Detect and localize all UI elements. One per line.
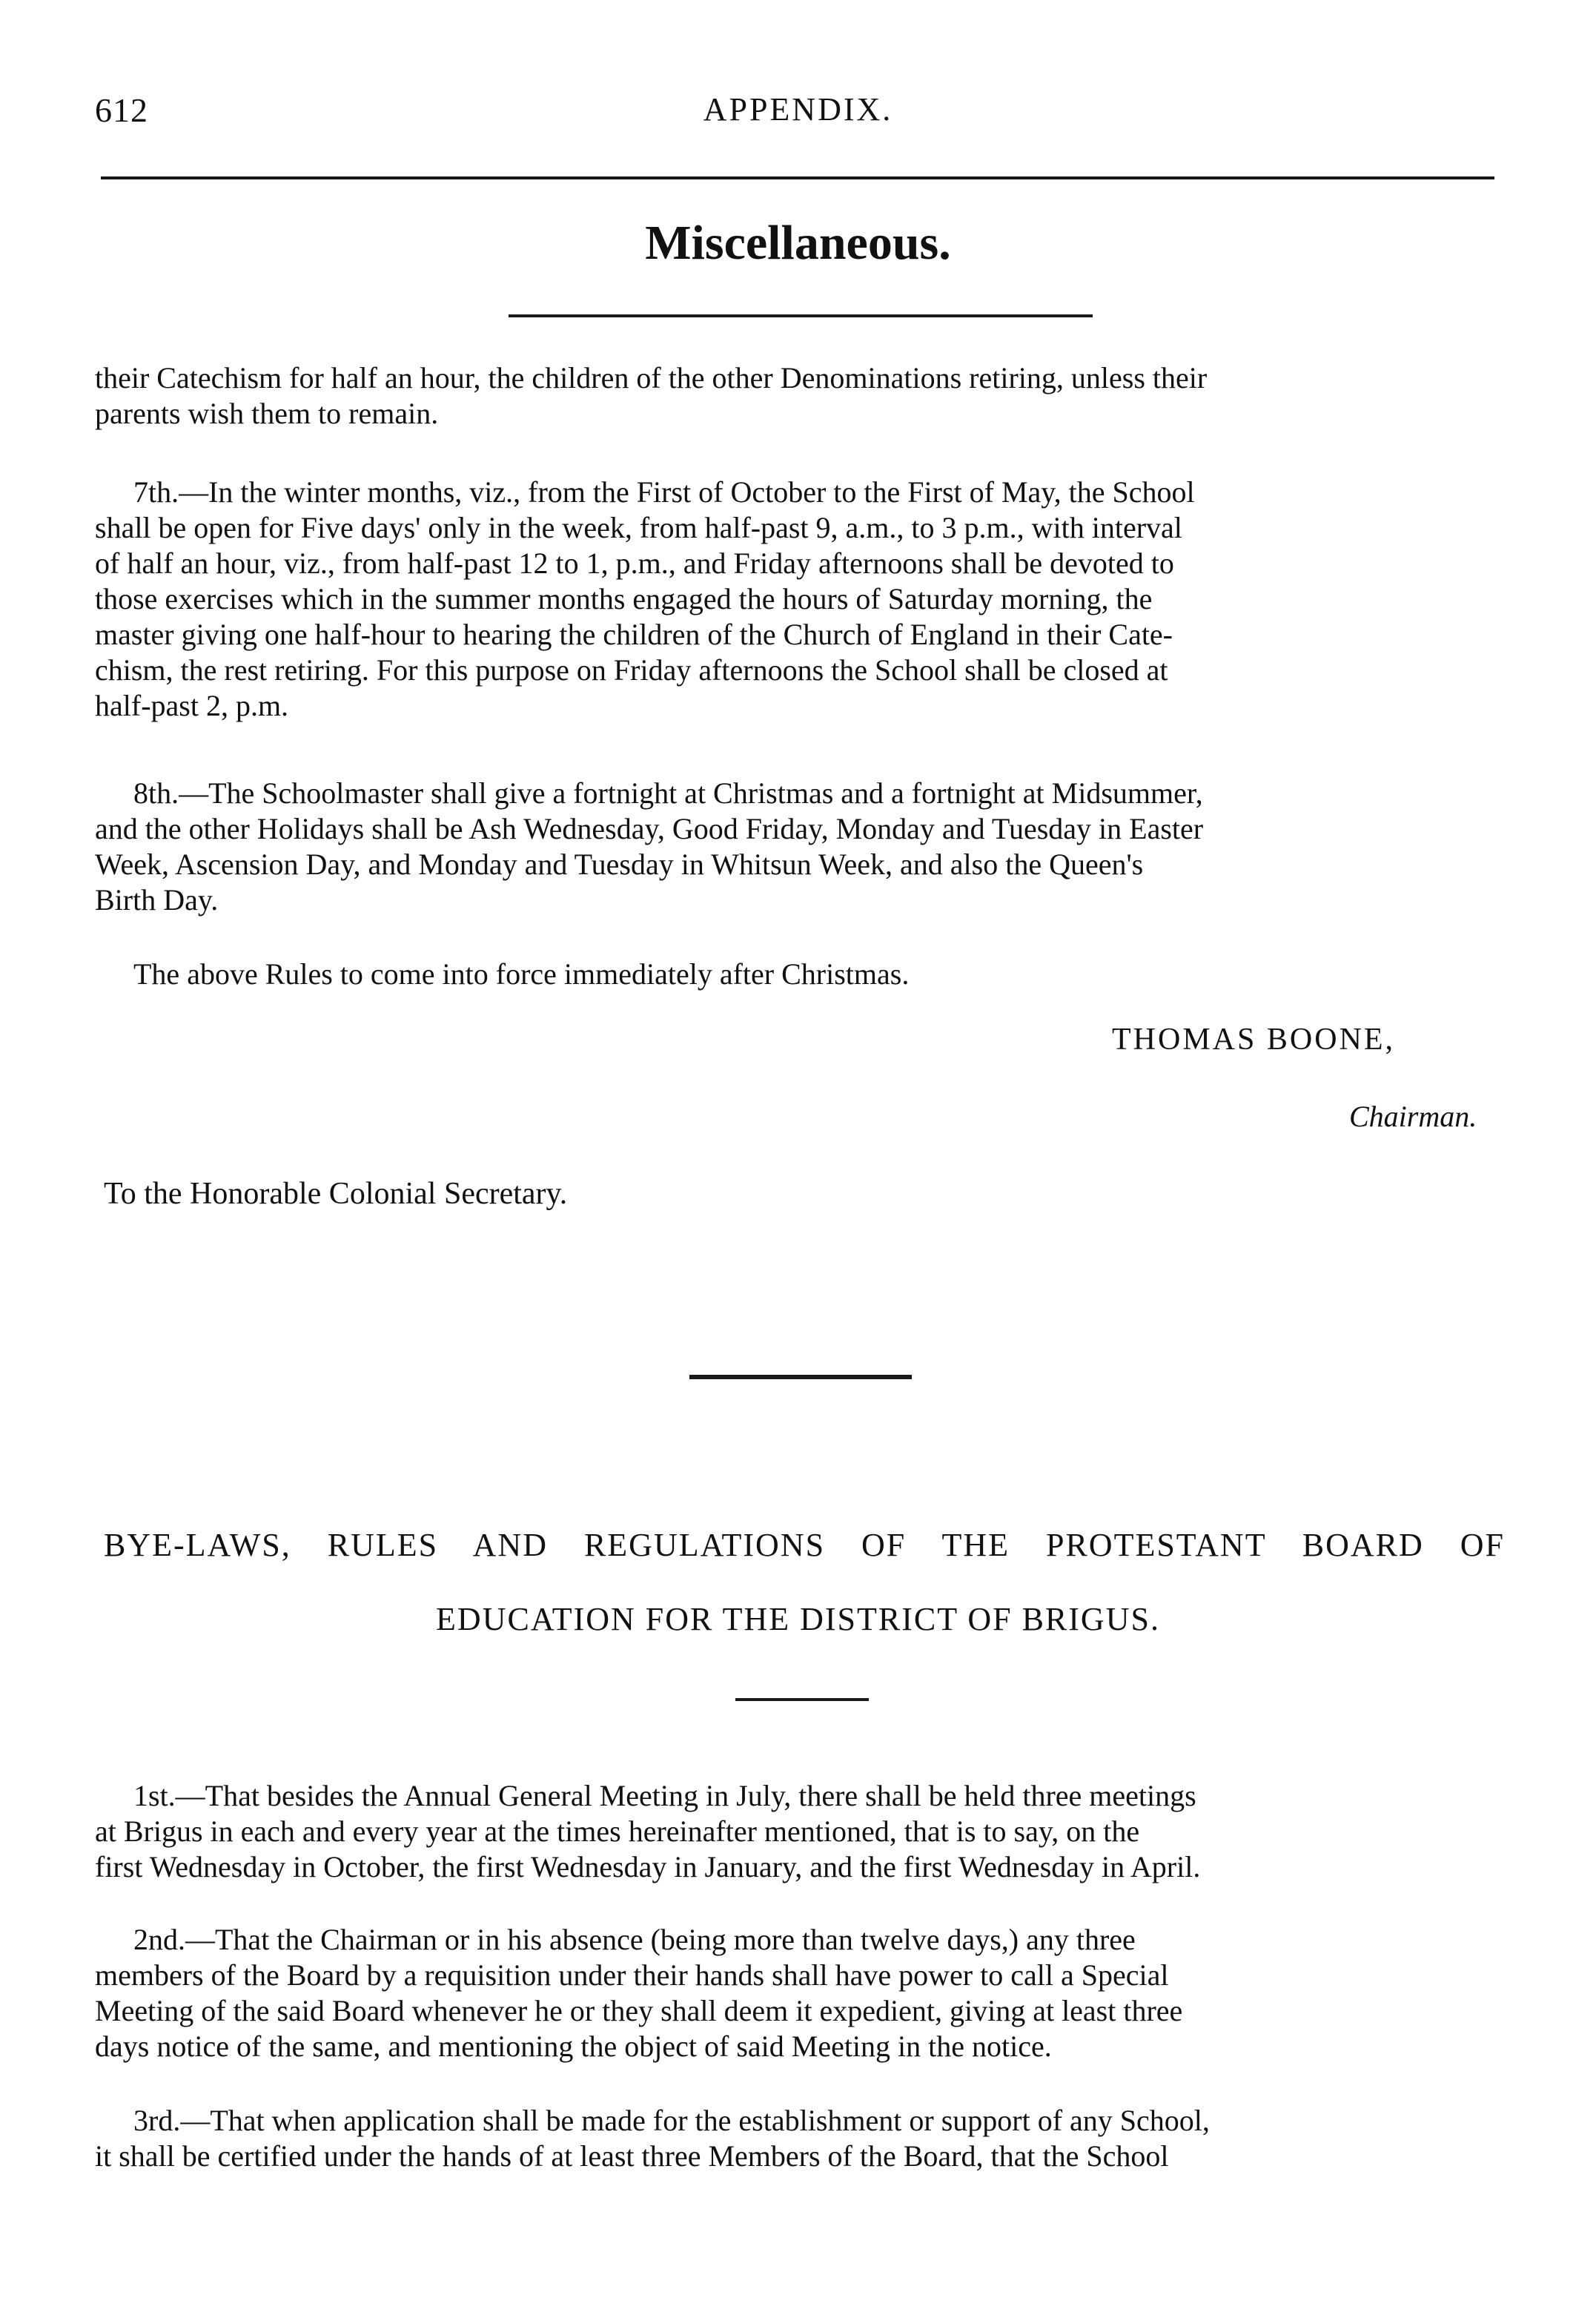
page-number: 612 [95,91,148,129]
text-line: those exercises which in the summer months engaged the hours of Saturday morning, the [95,582,1153,615]
text-line: first Wednesday in October, the first Wednesday in January, and the first Wednesday in April. [95,1850,1201,1883]
text-line: at Brigus in each and every year at the times hereinafter mentioned, that is to say, on the [95,1815,1140,1848]
text-line: master giving one half-hour to hearing the children of the Church of England in their Cate- [95,618,1173,651]
text-line: days notice of the same, and mentioning the object of said Meeting in the notice. [95,2030,1052,2063]
addressee-line: To the Honorable Colonial Secretary. [104,1177,568,1211]
paragraph-7th [95,475,1508,724]
rule-1st [95,1778,1508,1885]
text-line: Meeting of the said Board whenever he or they shall deem it expedient, giving at least three [95,1994,1183,2027]
byelaws-title-line2: EDUCATION FOR THE DISTRICT OF BRIGUS. [436,1601,1160,1637]
rule-2nd [95,1922,1508,2064]
byelaws-title-rule [735,1698,869,1701]
text-line: members of the Board by a requisition under their hands shall have power to call a Special [95,1958,1169,1992]
section-divider-rule [689,1375,912,1379]
paragraph-rules-in-force [95,957,1508,992]
byelaws-title-line1: BYE-LAWS, RULES AND REGULATIONS OF THE PROTESTANT BOARD OF [104,1527,1505,1563]
text-line: 2nd.—That the Chairman or in his absence (being more than twelve days,) any three [133,1923,1136,1956]
rule-3rd [95,2103,1508,2174]
text-line: shall be open for Five days' only in the week, from half-past 9, a.m., to 3 p.m., with interval [95,511,1182,544]
text-line: it shall be certified under the hands of at least three Members of the Board, that the School [95,2139,1169,2173]
text-line: Birth Day. [95,883,219,917]
text-line: 1st.—That besides the Annual General Meeting in July, there shall be held three meetings [133,1779,1196,1812]
paragraph-8th [95,776,1508,918]
text-line: and the other Holidays shall be Ash Wednesday, Good Friday, Monday and Tuesday in Easter [95,812,1204,845]
text-line: 3rd.—That when application shall be made for the establishment or support of any School, [133,2104,1210,2137]
text-line: 8th.—The Schoolmaster shall give a fortnight at Christmas and a fortnight at Midsummer, [133,776,1203,810]
text-line: parents wish them to remain. [95,397,439,430]
text-line: half-past 2, p.m. [95,689,289,722]
text-line: chism, the rest retiring. For this purpose on Friday afternoons the School shall be closed at [95,653,1168,687]
header-rule [101,176,1494,179]
text-line: their Catechism for half an hour, the children of the other Denominations retiring, unless their [95,361,1208,394]
section-title: Miscellaneous. [645,216,951,270]
signature-name: THOMAS BOONE, [1112,1023,1396,1057]
signature-role: Chairman. [1349,1100,1477,1133]
section-title-rule [509,314,1093,317]
paragraph-continuation [95,360,1508,432]
running-title: APPENDIX. [703,91,893,128]
text-line: The above Rules to come into force immediately after Christmas. [133,957,910,991]
text-line: 7th.—In the winter months, viz., from the First of October to the First of May, the School [133,475,1195,509]
text-line: of half an hour, viz., from half-past 12 to 1, p.m., and Friday afternoons shall be devoted to [95,547,1174,580]
text-line: Week, Ascension Day, and Monday and Tuesday in Whitsun Week, and also the Queen's [95,848,1144,881]
